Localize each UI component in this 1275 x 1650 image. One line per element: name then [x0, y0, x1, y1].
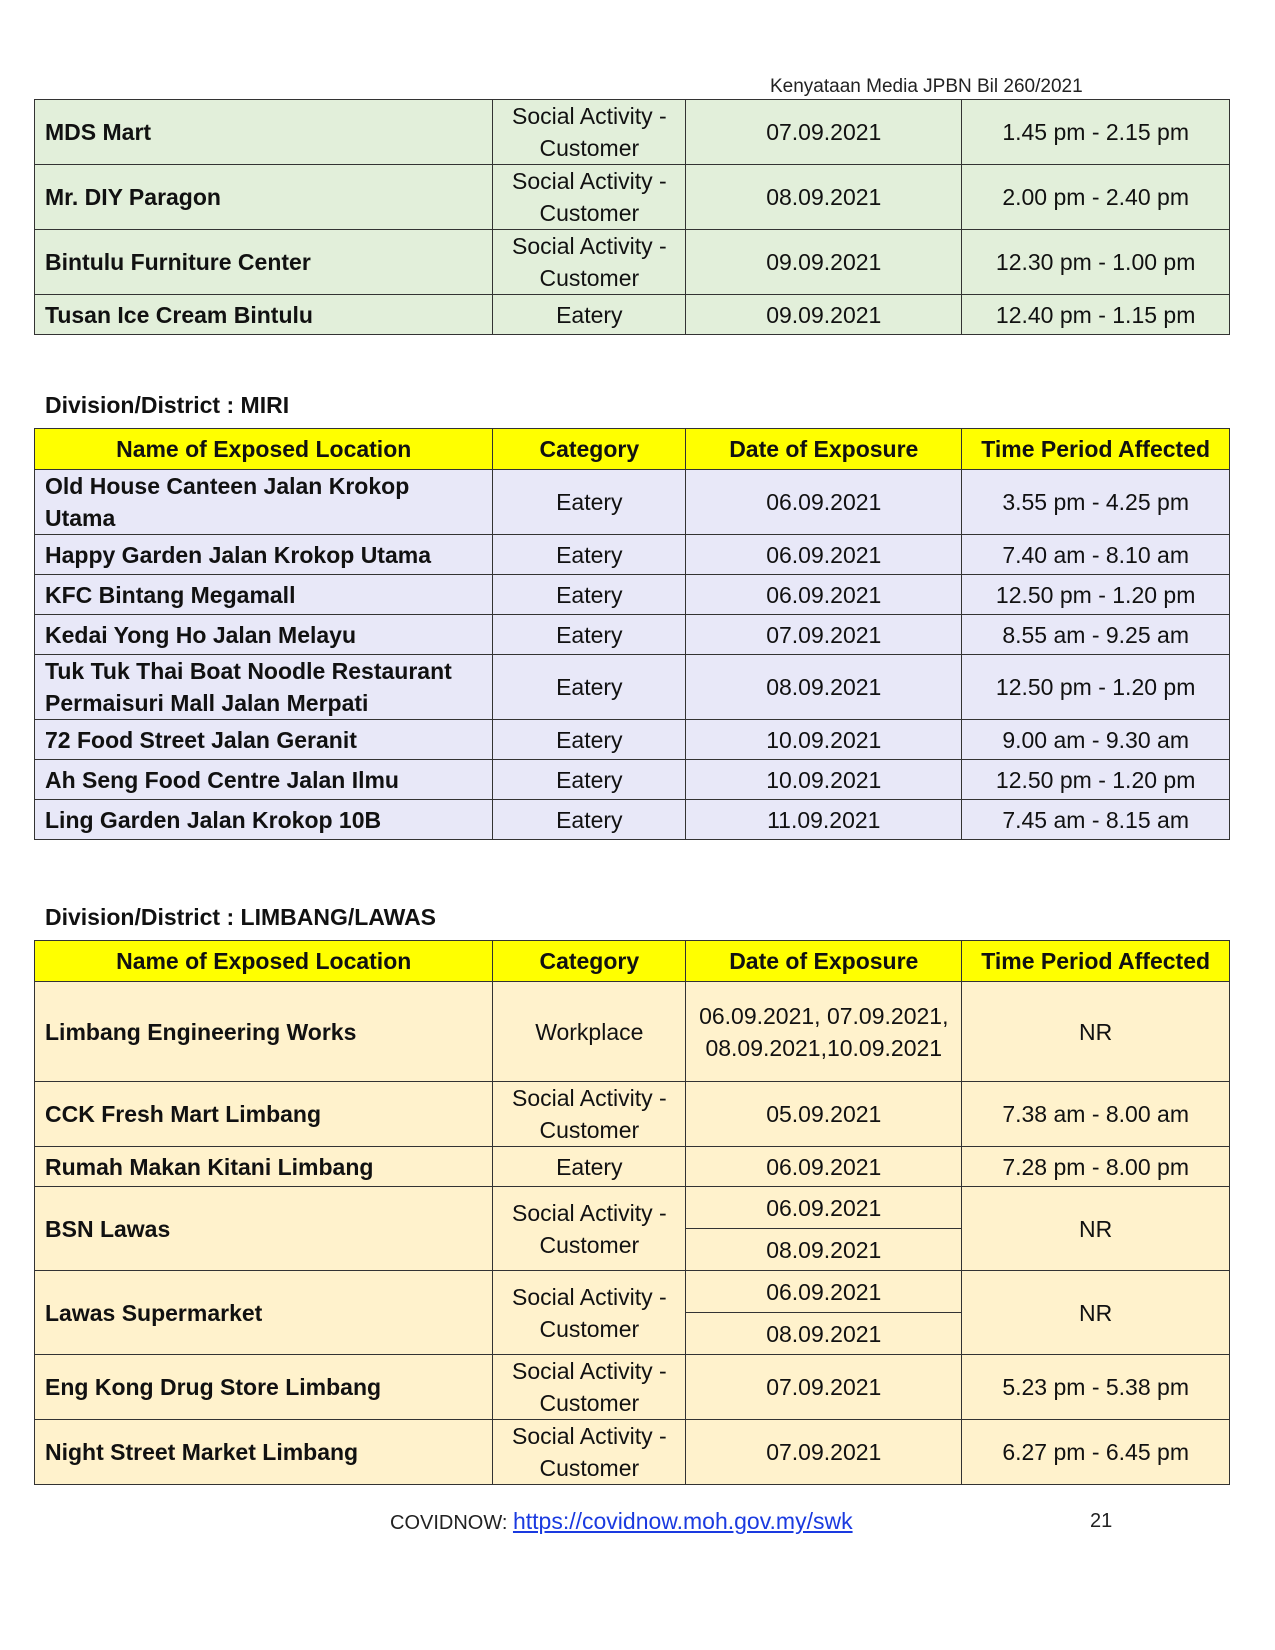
category-cell: Eatery — [493, 800, 686, 840]
category-cell: Social Activity - Customer — [493, 1082, 686, 1147]
date-cell: 07.09.2021 — [686, 100, 962, 165]
location-name: Tusan Ice Cream Bintulu — [35, 295, 493, 335]
category-cell: Eatery — [493, 295, 686, 335]
category-cell: Social Activity - Customer — [493, 1271, 686, 1355]
time-cell: NR — [962, 1187, 1230, 1271]
header-date: Date of Exposure — [686, 429, 962, 470]
covidnow-link[interactable]: https://covidnow.moh.gov.my/swk — [512, 1508, 853, 1534]
date-cell: 06.09.2021 — [686, 535, 962, 575]
date-cell: 07.09.2021 — [686, 1355, 962, 1420]
table-row — [35, 1082, 1230, 1147]
category-cell: Eatery — [493, 470, 686, 535]
time-cell: 12.50 pm - 1.20 pm — [962, 575, 1230, 615]
page-number: 21 — [1090, 1510, 1113, 1532]
document-reference: Kenyataan Media JPBN Bil 260/2021 — [770, 76, 1083, 97]
header-time: Time Period Affected — [962, 429, 1230, 470]
table-row — [35, 230, 1230, 295]
category-cell: Eatery — [493, 535, 686, 575]
date-cell: 06.09.2021 — [686, 1271, 962, 1313]
table-row — [35, 165, 1230, 230]
category-cell: Social Activity - Customer — [493, 1420, 686, 1485]
date-cell: 06.09.2021 — [686, 575, 962, 615]
time-cell: 7.38 am - 8.00 am — [962, 1082, 1230, 1147]
time-cell: 5.23 pm - 5.38 pm — [962, 1355, 1230, 1420]
date-cell: 10.09.2021 — [686, 720, 962, 760]
date-cell: 08.09.2021 — [686, 1313, 962, 1355]
table-row — [35, 982, 1230, 1082]
date-cell: 10.09.2021 — [686, 760, 962, 800]
table-row — [35, 800, 1230, 840]
location-name: Rumah Makan Kitani Limbang — [35, 1147, 493, 1187]
table-row — [35, 720, 1230, 760]
time-cell: 7.40 am - 8.10 am — [962, 535, 1230, 575]
location-name: Ling Garden Jalan Krokop 10B — [35, 800, 493, 840]
table-header-row — [35, 429, 1230, 470]
table-row — [35, 760, 1230, 800]
table-row — [35, 1355, 1230, 1420]
category-cell: Social Activity - Customer — [493, 100, 686, 165]
location-name: Limbang Engineering Works — [35, 982, 493, 1082]
time-cell: 12.50 pm - 1.20 pm — [962, 760, 1230, 800]
date-cell: 08.09.2021 — [686, 1229, 962, 1271]
location-name: Tuk Tuk Thai Boat Noodle Restaurant Permaisuri Mall Jalan Merpati — [35, 655, 493, 720]
time-cell: 2.00 pm - 2.40 pm — [962, 165, 1230, 230]
table-row — [35, 100, 1230, 165]
category-cell: Social Activity - Customer — [493, 1187, 686, 1271]
time-cell: NR — [962, 982, 1230, 1082]
bintulu-table-continued — [34, 99, 1230, 335]
location-name: Ah Seng Food Centre Jalan Ilmu — [35, 760, 493, 800]
location-name: MDS Mart — [35, 100, 493, 165]
category-cell: Eatery — [493, 575, 686, 615]
header-time: Time Period Affected — [962, 941, 1230, 982]
header-category: Category — [493, 941, 686, 982]
category-cell: Eatery — [493, 1147, 686, 1187]
date-cell: 11.09.2021 — [686, 800, 962, 840]
location-name: Kedai Yong Ho Jalan Melayu — [35, 615, 493, 655]
date-cell: 08.09.2021 — [686, 655, 962, 720]
location-name: Mr. DIY Paragon — [35, 165, 493, 230]
category-cell: Eatery — [493, 760, 686, 800]
time-cell: 7.45 am - 8.15 am — [962, 800, 1230, 840]
table-row — [35, 1147, 1230, 1187]
location-name: CCK Fresh Mart Limbang — [35, 1082, 493, 1147]
category-cell: Workplace — [493, 982, 686, 1082]
table-row — [35, 1420, 1230, 1485]
location-name: Bintulu Furniture Center — [35, 230, 493, 295]
time-cell: 6.27 pm - 6.45 pm — [962, 1420, 1230, 1485]
category-cell: Social Activity - Customer — [493, 165, 686, 230]
date-cell: 09.09.2021 — [686, 295, 962, 335]
miri-table — [34, 428, 1230, 840]
time-cell: 3.55 pm - 4.25 pm — [962, 470, 1230, 535]
date-cell: 08.09.2021 — [686, 165, 962, 230]
table-row — [35, 295, 1230, 335]
date-cell: 06.09.2021 — [686, 1187, 962, 1229]
header-date: Date of Exposure — [686, 941, 962, 982]
table-row — [35, 1271, 1230, 1313]
location-name: KFC Bintang Megamall — [35, 575, 493, 615]
location-name: Eng Kong Drug Store Limbang — [35, 1355, 493, 1420]
location-name: 72 Food Street Jalan Geranit — [35, 720, 493, 760]
location-name: Night Street Market Limbang — [35, 1420, 493, 1485]
location-name: Old House Canteen Jalan Krokop Utama — [35, 470, 493, 535]
header-category: Category — [493, 429, 686, 470]
category-cell: Social Activity - Customer — [493, 1355, 686, 1420]
footer-label: COVIDNOW: — [390, 1512, 513, 1534]
header-name: Name of Exposed Location — [35, 429, 493, 470]
date-cell: 06.09.2021 — [686, 1147, 962, 1187]
table-row — [35, 655, 1230, 720]
table-header-row — [35, 941, 1230, 982]
time-cell: 12.40 pm - 1.15 pm — [962, 295, 1230, 335]
header-name: Name of Exposed Location — [35, 941, 493, 982]
time-cell: 7.28 pm - 8.00 pm — [962, 1147, 1230, 1187]
table-row — [35, 470, 1230, 535]
table-row — [35, 575, 1230, 615]
table-row — [35, 615, 1230, 655]
time-cell: 8.55 am - 9.25 am — [962, 615, 1230, 655]
date-cell: 06.09.2021 — [686, 470, 962, 535]
location-name: Happy Garden Jalan Krokop Utama — [35, 535, 493, 575]
time-cell: 12.50 pm - 1.20 pm — [962, 655, 1230, 720]
category-cell: Eatery — [493, 615, 686, 655]
date-cell: 07.09.2021 — [686, 615, 962, 655]
category-cell: Eatery — [493, 655, 686, 720]
category-cell: Social Activity - Customer — [493, 230, 686, 295]
table-row — [35, 1187, 1230, 1229]
category-cell: Eatery — [493, 720, 686, 760]
footer — [390, 1508, 853, 1535]
location-name: BSN Lawas — [35, 1187, 493, 1271]
time-cell: 1.45 pm - 2.15 pm — [962, 100, 1230, 165]
limbang-lawas-table — [34, 940, 1230, 1485]
time-cell: NR — [962, 1271, 1230, 1355]
date-cell: 09.09.2021 — [686, 230, 962, 295]
section-title-miri: Division/District : MIRI — [45, 392, 290, 418]
location-name: Lawas Supermarket — [35, 1271, 493, 1355]
table-row — [35, 535, 1230, 575]
date-cell: 07.09.2021 — [686, 1420, 962, 1485]
section-title-limbang-lawas: Division/District : LIMBANG/LAWAS — [45, 904, 437, 930]
date-cell: 05.09.2021 — [686, 1082, 962, 1147]
time-cell: 9.00 am - 9.30 am — [962, 720, 1230, 760]
time-cell: 12.30 pm - 1.00 pm — [962, 230, 1230, 295]
date-cell: 06.09.2021, 07.09.2021, 08.09.2021,10.09.2021 — [686, 982, 962, 1082]
